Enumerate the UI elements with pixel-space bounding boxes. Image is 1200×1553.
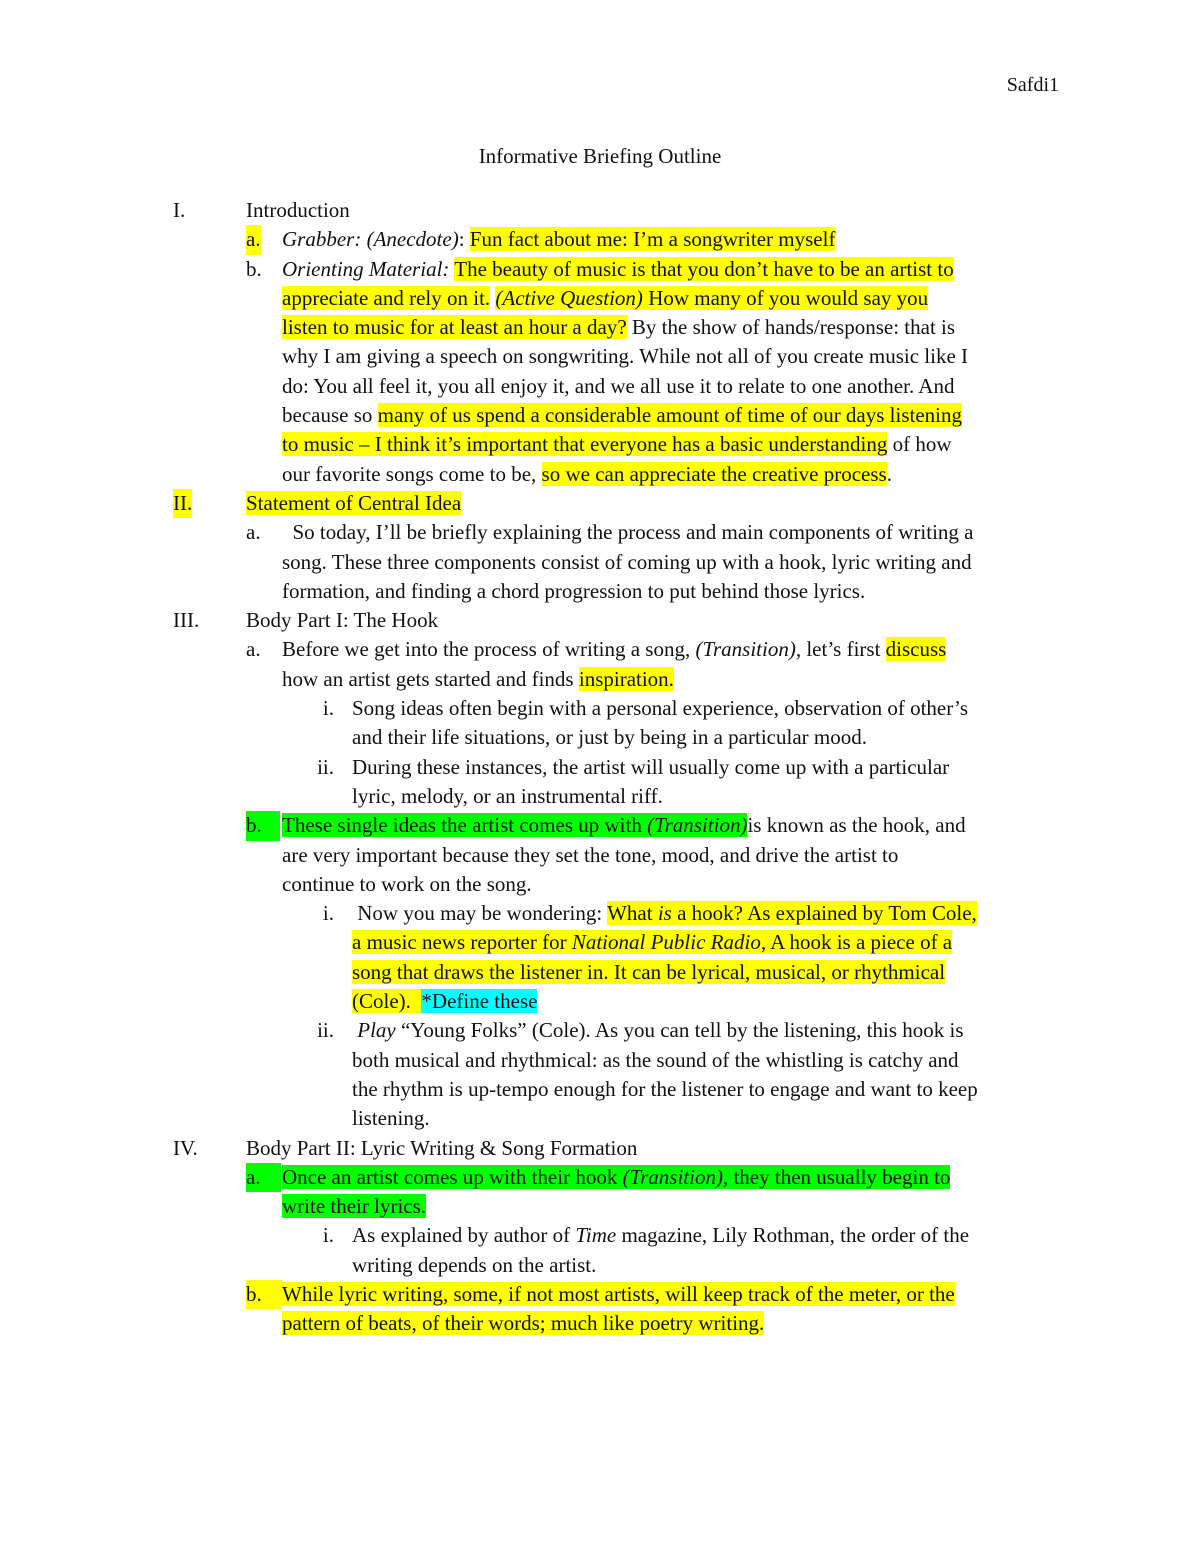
- subitem-numeral: i.: [322, 901, 334, 926]
- outline-item-orienting-material: b. Orienting Material: The beauty of music is that you don’t have to be an artist to appreciate and rely on it. (Active Question) How many of you would say you listen to music for at least an hour a day? By the show of hands/response: that is why I am giving a speech on songwriting. While not all of you create music like I do: You all feel it, you all enjoy it, and we all use it to relate to one another. And because so many of us spend a considerable amount of time of our days listening to music – I think it’s important that everyone has a basic understanding of how our favorite songs come to be, so we can appreciate the creative process.: [246, 256, 969, 486]
- item-letter: a.: [246, 1163, 281, 1192]
- outline: [0, 196, 1200, 1339]
- subitem-numeral: i.: [322, 696, 334, 721]
- document-title: Informative Briefing Outline: [478, 144, 722, 168]
- outline-item-inspiration: a. Before we get into the process of writing a song, (Transition), let’s first discuss how an artist gets started and finds inspiration. i. Song ideas often begin with a personal experience, observation of other’s and their life situations, or just by being in a particular mood. ii. During these instances, the artist will usually come up with a particular lyric, melody, or an instrumental riff.: [246, 637, 969, 808]
- outline-item-lyrics: a. Once an artist comes up with their hook (Transition), they then usually begin to write their lyrics. i. As explained by author of Time magazine, Lily Rothman, the order of the writing depends on the artist.: [246, 1164, 970, 1277]
- item-letter: a.: [246, 225, 261, 254]
- section-body-part-1: [0, 606, 1200, 635]
- outline-item-the-hook: b. These single ideas the artist comes up with (Transition)is known as the hook, and are very important because they set the tone, mood, and drive the artist to continue to work on the song. i. Now you may be wondering: What is a hook? As explained by Tom Cole, a music news reporter for National Public Radio, A hook is a piece of a song that draws the listener in. It can be lyrical, musical, or rhythmical (Cole). *Define these ii. Play “Young Folks” (Cole). As you can tell by the listening, this hook is both musical and rhythmical: as the sound of the whistling is catchy and the rhythm is up-tempo enough for the listener to engage and want to keep listening.: [246, 813, 978, 1131]
- section-numeral: II.: [173, 489, 192, 518]
- running-head: Safdi1: [1006, 74, 1059, 96]
- section-body-part-2: [0, 1134, 1200, 1163]
- section-numeral: IV.: [173, 1135, 198, 1160]
- item-letter: b.: [246, 811, 280, 840]
- section-heading: Statement of Central Idea: [246, 490, 462, 515]
- outline-item-central-idea: a. So today, I’ll be briefly explaining the process and main components of writing a song. These three components consist of coming up with a hook, lyric writing and formation, and finding a chord progression to put behind those lyrics.: [246, 520, 974, 603]
- section-numeral: I.: [173, 198, 186, 222]
- define-note: *Define these: [421, 989, 538, 1014]
- item-label: Orienting Material:: [282, 256, 450, 281]
- outline-item-grabber: a. Grabber: (Anecdote): Fun fact about me: I’m a songwriter myself: [0, 225, 1200, 254]
- item-label: Grabber: (Anecdote): [282, 227, 459, 252]
- subitem-numeral: ii.: [317, 754, 334, 779]
- section-heading: Body Part II: Lyric Writing & Song Formation: [246, 1135, 638, 1160]
- outline-item-meter: b. While lyric writing, some, if not most artists, will keep track of the meter, or the pattern of beats, of their words; much like poetry writing.: [246, 1281, 955, 1336]
- item-letter: b.: [246, 1280, 282, 1309]
- subitem-numeral: i.: [322, 1223, 334, 1248]
- item-letter: a.: [246, 637, 261, 662]
- item-text: Fun fact about me: I’m a songwriter myself: [469, 227, 836, 252]
- section-heading: Introduction: [246, 198, 350, 222]
- section-introduction: [0, 196, 1200, 225]
- item-letter: a.: [246, 520, 261, 545]
- subitem-numeral: ii.: [317, 1018, 334, 1043]
- item-letter: b.: [246, 256, 262, 281]
- section-central-idea: [0, 489, 1200, 518]
- section-numeral: III.: [173, 608, 200, 633]
- section-heading: Body Part I: The Hook: [246, 608, 439, 633]
